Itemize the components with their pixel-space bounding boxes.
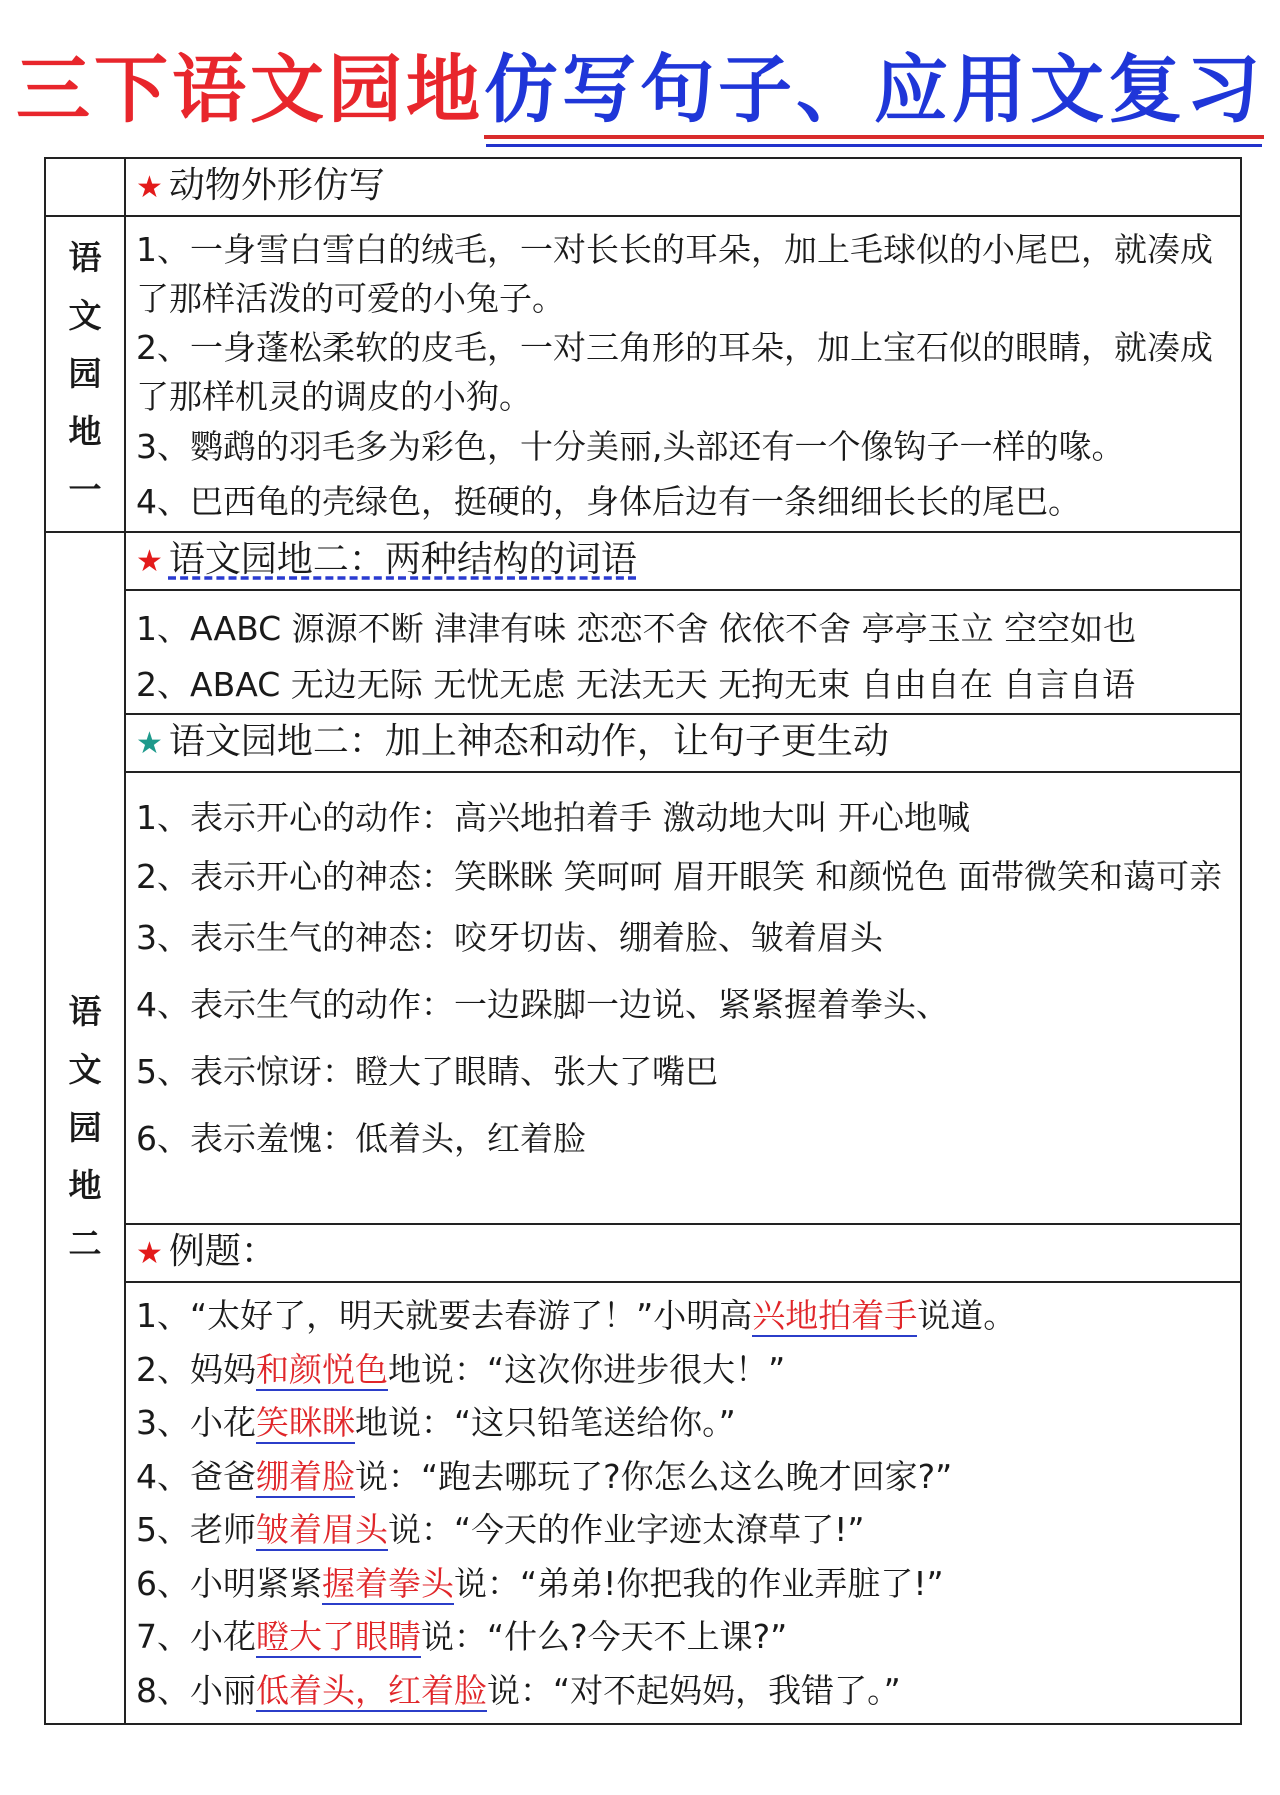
unit2-side-label: 语文园地二	[68, 992, 102, 1263]
unit2-header2: 语文园地二：加上神态和动作，让句子更生动	[168, 721, 889, 762]
example-text: 地说：“这只铅笔送给你。”	[355, 1403, 736, 1442]
unit1-line-1: 1、一身雪白雪白的绒毛，一对长长的耳朵，加上毛球似的小尾巴，就凑成了那样活泼的可爱的小兔子。	[136, 230, 1213, 318]
empty-corner-cell	[45, 158, 125, 216]
title-part-red: 三下语文园地	[16, 47, 484, 133]
item-line-6: 6、表示羞愧：低着头，红着脸	[136, 1119, 586, 1158]
example-text: 8、小丽	[136, 1670, 256, 1710]
example-text: 5、老师	[136, 1510, 256, 1549]
unit1-header-row	[45, 158, 1241, 216]
example-line-3	[136, 1396, 1240, 1450]
example-line-7	[136, 1610, 1240, 1664]
unit1-content-row	[45, 216, 1241, 532]
unit2-header3: 例题：	[168, 1231, 277, 1272]
unit1-side-label: 语文园地一	[68, 238, 102, 509]
unit2-items-cell	[125, 772, 1241, 1224]
example-line-1	[136, 1289, 1240, 1343]
example-highlight: 和颜悦色	[256, 1349, 388, 1389]
unit1-line-3: 3、鹦鹉的羽毛多为彩色，十分美丽,头部还有一个像钩子一样的喙。	[136, 427, 1125, 466]
example-highlight: 握着拳头	[322, 1563, 454, 1603]
review-table	[44, 157, 1242, 1725]
unit2-words-row	[45, 590, 1241, 714]
example-text: 地说：“这次你进步很大！”	[388, 1349, 786, 1389]
unit2-words-cell	[125, 590, 1241, 714]
unit2-examples-row	[45, 1282, 1241, 1724]
unit1-content-cell	[125, 216, 1241, 532]
example-highlight: 兴地拍着手	[752, 1296, 918, 1335]
example-highlight: 瞪大了眼睛	[256, 1617, 421, 1656]
unit2-items-row	[45, 772, 1241, 1224]
unit2-header3-row	[45, 1224, 1241, 1282]
example-text: 3、小花	[136, 1403, 256, 1442]
unit2-header1-cell	[125, 532, 1241, 590]
star-icon: ★	[136, 170, 163, 205]
example-text: 4、爸爸	[136, 1456, 256, 1496]
page-title	[16, 40, 1264, 140]
item-line-5: 5、表示惊讶：瞪大了眼睛、张大了嘴巴	[136, 1052, 718, 1091]
example-text: 说道。	[917, 1296, 1017, 1335]
example-line-4	[136, 1450, 1240, 1504]
unit1-line-4: 4、巴西龟的壳绿色，挺硬的，身体后边有一条细细长长的尾巴。	[136, 482, 1081, 521]
example-highlight: 皱着眉头	[256, 1510, 388, 1549]
example-line-5	[136, 1503, 1240, 1557]
item-line-4: 4、表示生气的动作：一边跺脚一边说、紧紧握着拳头、	[136, 985, 949, 1024]
unit1-header: 动物外形仿写	[168, 165, 385, 206]
example-text: 6、小明紧紧	[136, 1563, 322, 1603]
item-line-2: 2、表示开心的神态：笑眯眯 笑呵呵 眉开眼笑 和颜悦色 面带微笑和蔼可亲	[136, 857, 1222, 896]
example-highlight: 低着头，红着脸	[256, 1670, 487, 1710]
title-part-blue: 仿写句子、应用文复习	[484, 47, 1264, 139]
unit2-side-label-cell	[45, 532, 125, 1724]
examples-cell	[125, 1282, 1241, 1724]
unit2-header1-row	[45, 532, 1241, 590]
star-icon: ★	[136, 544, 163, 579]
words-line-2: 2、ABAC 无边无际 无忧无虑 无法无天 无拘无束 自由自在 自言自语	[136, 665, 1136, 704]
item-line-1: 1、表示开心的动作：高兴地拍着手 激动地大叫 开心地喊	[136, 798, 970, 837]
star-icon: ★	[136, 726, 163, 761]
unit2-header2-cell	[125, 714, 1241, 772]
star-icon: ★	[136, 1236, 163, 1271]
example-line-8	[136, 1664, 1240, 1718]
example-text: 2、妈妈	[136, 1349, 256, 1389]
example-highlight: 绷着脸	[256, 1456, 355, 1496]
example-highlight: 笑眯眯	[256, 1403, 355, 1442]
unit1-line-2: 2、一身蓬松柔软的皮毛，一对三角形的耳朵，加上宝石似的眼睛，就凑成了那样机灵的调皮的小狗。	[136, 328, 1213, 416]
unit2-header2-row	[45, 714, 1241, 772]
example-text: 说：“弟弟!你把我的作业弄脏了!”	[454, 1563, 944, 1603]
example-text: 说：“跑去哪玩了?你怎么这么晚才回家?”	[355, 1456, 953, 1496]
example-text: 1、“太好了，明天就要去春游了！”小明高	[136, 1296, 753, 1335]
title-area	[0, 40, 1280, 150]
item-line-3: 3、表示生气的神态：咬牙切齿、绷着脸、皱着眉头	[136, 918, 883, 957]
example-text: 说：“今天的作业字迹太潦草了!”	[388, 1510, 865, 1549]
unit1-side-label-cell	[45, 216, 125, 532]
example-line-2	[136, 1343, 1240, 1397]
unit2-header3-cell	[125, 1224, 1241, 1282]
example-text: 7、小花	[136, 1617, 256, 1656]
words-line-1: 1、AABC 源源不断 津津有味 恋恋不舍 依依不舍 亭亭玉立 空空如也	[136, 609, 1137, 648]
example-text: 说：“什么?今天不上课?”	[421, 1617, 788, 1656]
example-text: 说：“对不起妈妈，我错了。”	[487, 1670, 901, 1710]
unit2-header1: 语文园地二：两种结构的词语	[168, 539, 637, 580]
unit1-header-cell	[125, 158, 1241, 216]
example-line-6	[136, 1557, 1240, 1611]
